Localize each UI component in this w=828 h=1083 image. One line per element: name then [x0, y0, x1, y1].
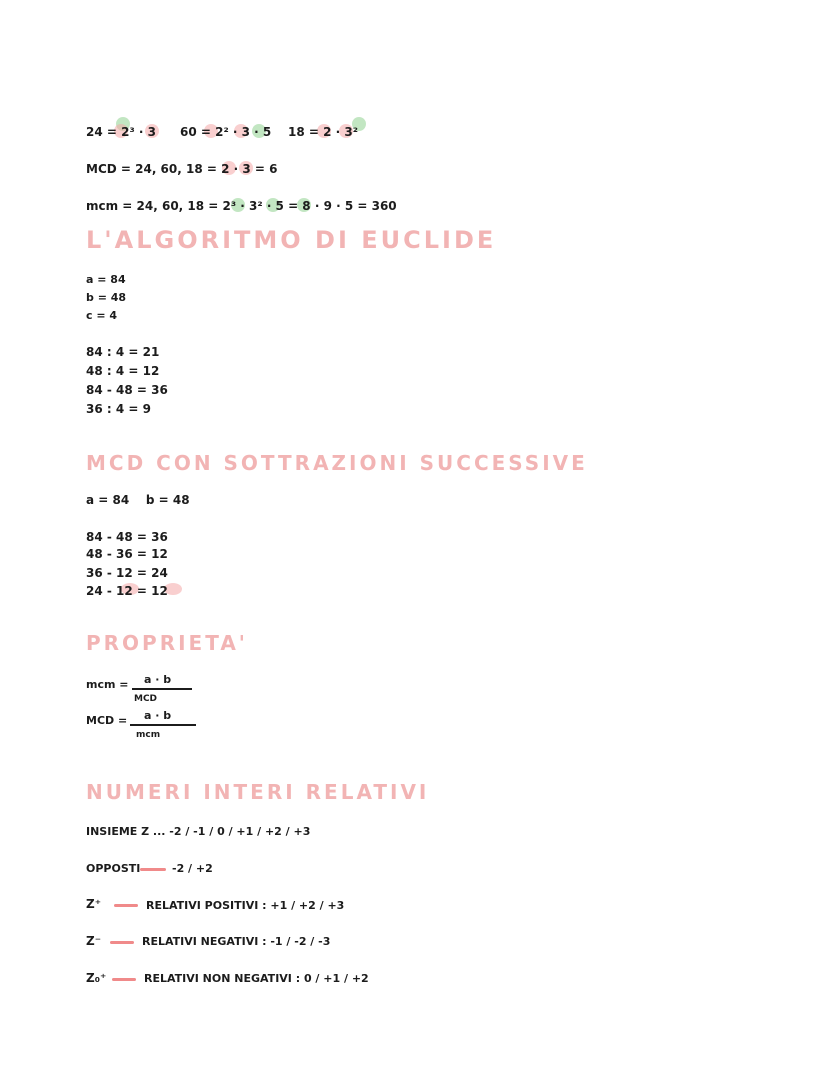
mcm-line: mcm = 24, 60, 18 = 2³ · 3² · 5 = 8 · 9 · 5 = 360 — [86, 199, 397, 213]
subtraction-step: 84 - 48 = 36 — [86, 530, 168, 544]
arrow-icon — [114, 904, 138, 907]
arrow-icon — [110, 941, 134, 944]
mcd-formula-numerator: a · b — [144, 709, 172, 722]
insieme-line: INSIEME Z ... -2 / -1 / 0 / +1 / +2 / +3 — [86, 825, 311, 838]
mcm-formula-label: mcm = — [86, 678, 129, 691]
subtraction-step: 48 - 36 = 12 — [86, 547, 168, 561]
mcm-formula-numerator: a · b — [144, 673, 172, 686]
opposti-values: -2 / +2 — [172, 862, 213, 875]
factorization-60: 60 = 2² · 3 · 5 — [180, 125, 272, 139]
euclid-step: 84 : 4 = 21 — [86, 345, 160, 359]
factorization-18: 18 = 2 · 3² — [288, 125, 358, 139]
euclid-heading: L'ALGORITMO DI EUCLIDE — [86, 226, 497, 254]
zplus-label: Z⁺ — [86, 897, 102, 911]
opposti-label: OPPOSTI — [86, 862, 141, 875]
zzero-label: Z₀⁺ — [86, 971, 107, 985]
arrow-icon — [112, 978, 136, 981]
zzero-text: RELATIVI NON NEGATIVI : 0 / +1 / +2 — [144, 972, 369, 985]
mcm-formula-denominator: MCD — [134, 694, 158, 704]
integers-heading: NUMERI INTERI RELATIVI — [86, 780, 430, 804]
euclid-var-b: b = 48 — [86, 291, 127, 304]
subtraction-vars: a = 84 b = 48 — [86, 493, 190, 507]
arrow-icon — [140, 868, 166, 871]
euclid-step: 36 : 4 = 9 — [86, 402, 151, 416]
properties-heading: PROPRIETA' — [86, 631, 248, 655]
subtraction-step: 36 - 12 = 24 — [86, 566, 168, 580]
euclid-var-a: a = 84 — [86, 273, 126, 286]
zplus-text: RELATIVI POSITIVI : +1 / +2 / +3 — [146, 899, 345, 912]
zminus-label: Z⁻ — [86, 934, 102, 948]
fraction-bar — [130, 724, 196, 726]
fraction-bar — [132, 688, 192, 690]
subtraction-heading: MCD CON SOTTRAZIONI SUCCESSIVE — [86, 451, 588, 475]
mcd-formula-label: MCD = — [86, 714, 128, 727]
subtraction-step: 24 - 12 = 12 — [86, 584, 168, 598]
euclid-step: 84 - 48 = 36 — [86, 383, 168, 397]
factorization-24: 24 = 2³ · 3 — [86, 125, 156, 139]
zminus-text: RELATIVI NEGATIVI : -1 / -2 / -3 — [142, 935, 331, 948]
mcd-formula-denominator: mcm — [136, 730, 161, 740]
euclid-step: 48 : 4 = 12 — [86, 364, 160, 378]
euclid-var-c: c = 4 — [86, 309, 118, 322]
mcd-line: MCD = 24, 60, 18 = 2 · 3 = 6 — [86, 162, 278, 176]
